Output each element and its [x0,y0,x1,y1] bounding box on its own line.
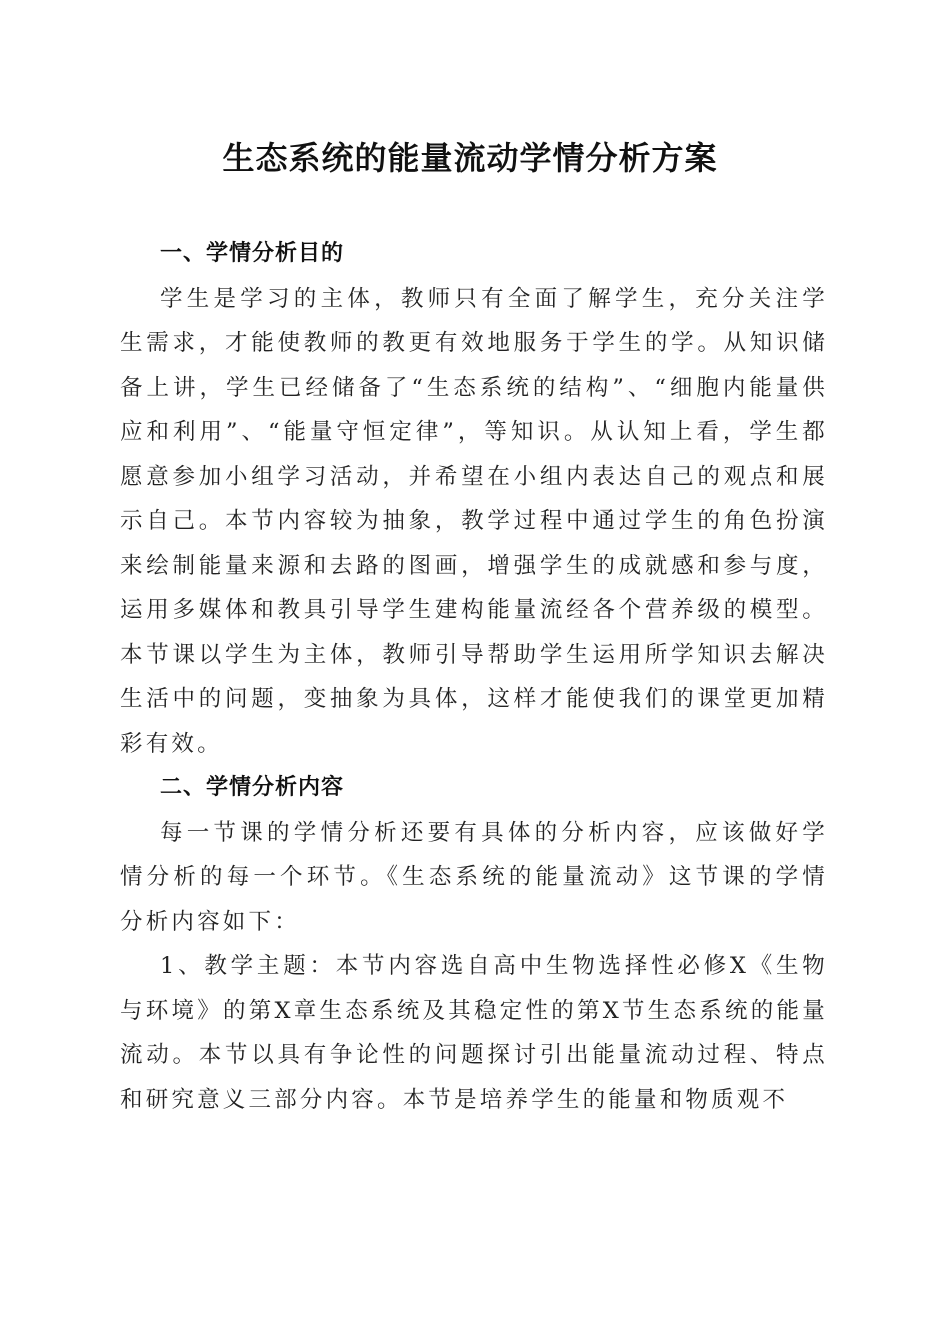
paragraph-purpose: 学生是学习的主体，教师只有全面了解学生，充分关注学生需求，才能使教师的教更有效地服务于学生的学。从知识储备上讲，学生已经储备了“生态系统的结构”、“细胞内能量供应和利用”、“能量守恒定律”，等知识。从认知上看，学生都愿意参加小组学习活动，并希望在小组内表达自己的观点和展示自己。本节内容较为抽象，教学过程中通过学生的角色扮演来绘制能量来源和去路的图画，增强学生的成就感和参与度，运用多媒体和教具引导学生建构能量流经各个营养级的模型。本节课以学生为主体，教师引导帮助学生运用所学知识去解决生活中的问题，变抽象为具体，这样才能使我们的课堂更加精彩有效。 [120,285,828,757]
section-heading-purpose: 一、学情分析目的 [160,241,345,266]
paragraph-teaching-theme: 1、教学主题：本节内容选自高中生物选择性必修X《生物与环境》的第X章生态系统及其稳定性的第X节生态系统的能量流动。本节以具有争论性的问题探讨引出能量流动过程、特点和研究意义三部分内容。本节是培养学生的能量和物质观不 [120,953,828,1113]
paragraph-content-intro: 每一节课的学情分析还要有具体的分析内容，应该做好学情分析的每一个环节。《生态系统的能量流动》这节课的学情分析内容如下： [120,819,828,935]
section-heading-content: 二、学情分析内容 [160,775,345,800]
document-body [120,232,828,1122]
document-title: 生态系统的能量流动学情分析方案 [222,139,718,177]
